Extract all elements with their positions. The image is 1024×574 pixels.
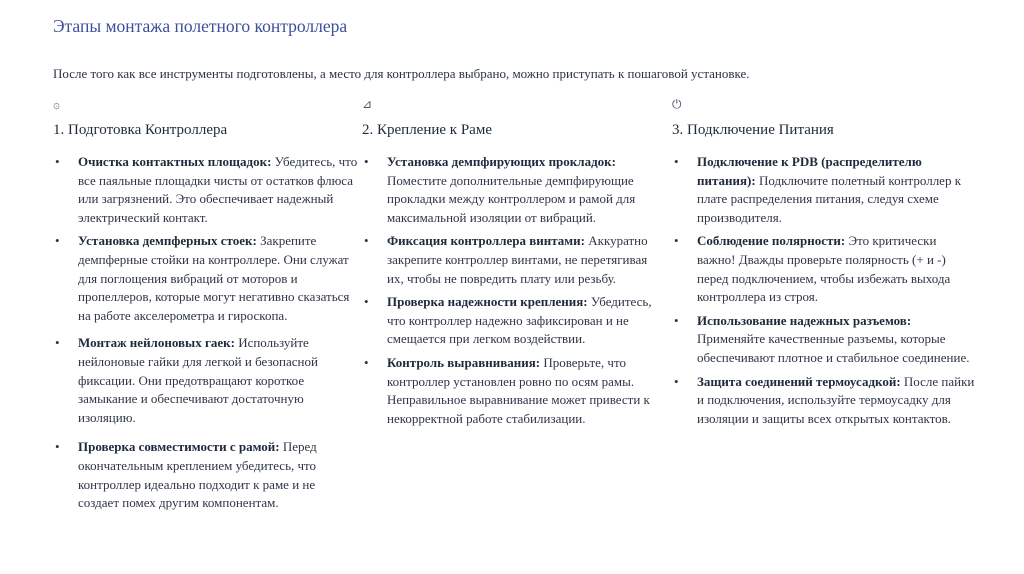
list-item: • Контроль выравнивания: Проверьте, что контроллер установлен ровно по осям рамы. Неправильное выравнивание может привести к некорректной работе стабилизации. <box>362 354 667 428</box>
list-item: • Соблюдение полярности: Это критически важно! Дважды проверьте полярность (+ и -) перед подключением, чтобы избежать выхода контроллера из строя. <box>672 232 977 306</box>
list-item: • Монтаж нейлоновых гаек: Используйте нейлоновые гайки для легкой и безопасной фиксации. Они предотвращают короткое замыкание и обеспечивают достаточную изоляцию. <box>53 334 358 427</box>
list-item: • Проверка совместимости с рамой: Перед окончательным креплением убедитесь, что контроллер идеально подходит к раме и не создает помех другим компонентам. <box>53 438 358 512</box>
intro-text: После того как все инструменты подготовлены, а место для контроллера выбрано, можно приступать к пошаговой установке. <box>53 66 750 81</box>
page-title: Этапы монтажа полетного контроллера <box>53 16 348 36</box>
step-heading: 2. Крепление к Раме <box>362 122 492 138</box>
list-item: • Установка демпферных стоек: Закрепите демпферные стойки на контроллере. Они служат для поглощения вибраций от моторов и пропеллеров, которые могут негативно сказаться на работе акселерометра и гироскопа. <box>53 232 358 325</box>
list-item: • Установка демпфирующих прокладок: Поместите дополнительные демпфирующие прокладки между контроллером и рамой для максимальной изоляции от вибраций. <box>362 153 667 227</box>
step-column-1 <box>53 96 358 518</box>
power-icon: ⏻ <box>672 97 682 111</box>
list-item: • Проверка надежности крепления: Убедитесь, что контроллер надежно зафиксирован и не смещается при легком воздействии. <box>362 293 667 349</box>
step-heading: 1. Подготовка Контроллера <box>53 122 228 138</box>
list-item: • Защита соединений термоусадкой: После пайки и подключения, используйте термоусадку для изоляции и защиты всех открытых контактов. <box>672 373 977 429</box>
list-item: • Фиксация контроллера винтами: Аккуратно закрепите контроллер винтами, не перетягивая их, чтобы не повредить плату или резьбу. <box>362 232 667 288</box>
step-heading: 3. Подключение Питания <box>672 122 834 138</box>
list-item: • Использование надежных разъемов: Применяйте качественные разъемы, которые обеспечивают плотное и стабильное соединение. <box>672 312 977 368</box>
wrench-icon: ⊿ <box>362 97 373 111</box>
step-list <box>672 153 977 428</box>
step-column-3 <box>672 96 977 433</box>
step-list <box>53 153 358 513</box>
brain-icon: ۞ <box>53 97 61 111</box>
list-item: • Подключение к PDB (распределителю питания): Подключите полетный контроллер к плате распределения питания, следуя схеме производителя. <box>672 153 977 227</box>
step-column-2 <box>362 96 667 433</box>
step-list <box>362 153 667 428</box>
list-item: • Очистка контактных площадок: Убедитесь, что все паяльные площадки чисты от остатков флюса или загрязнений. Это обеспечивает надежный электрический контакт. <box>53 153 358 227</box>
